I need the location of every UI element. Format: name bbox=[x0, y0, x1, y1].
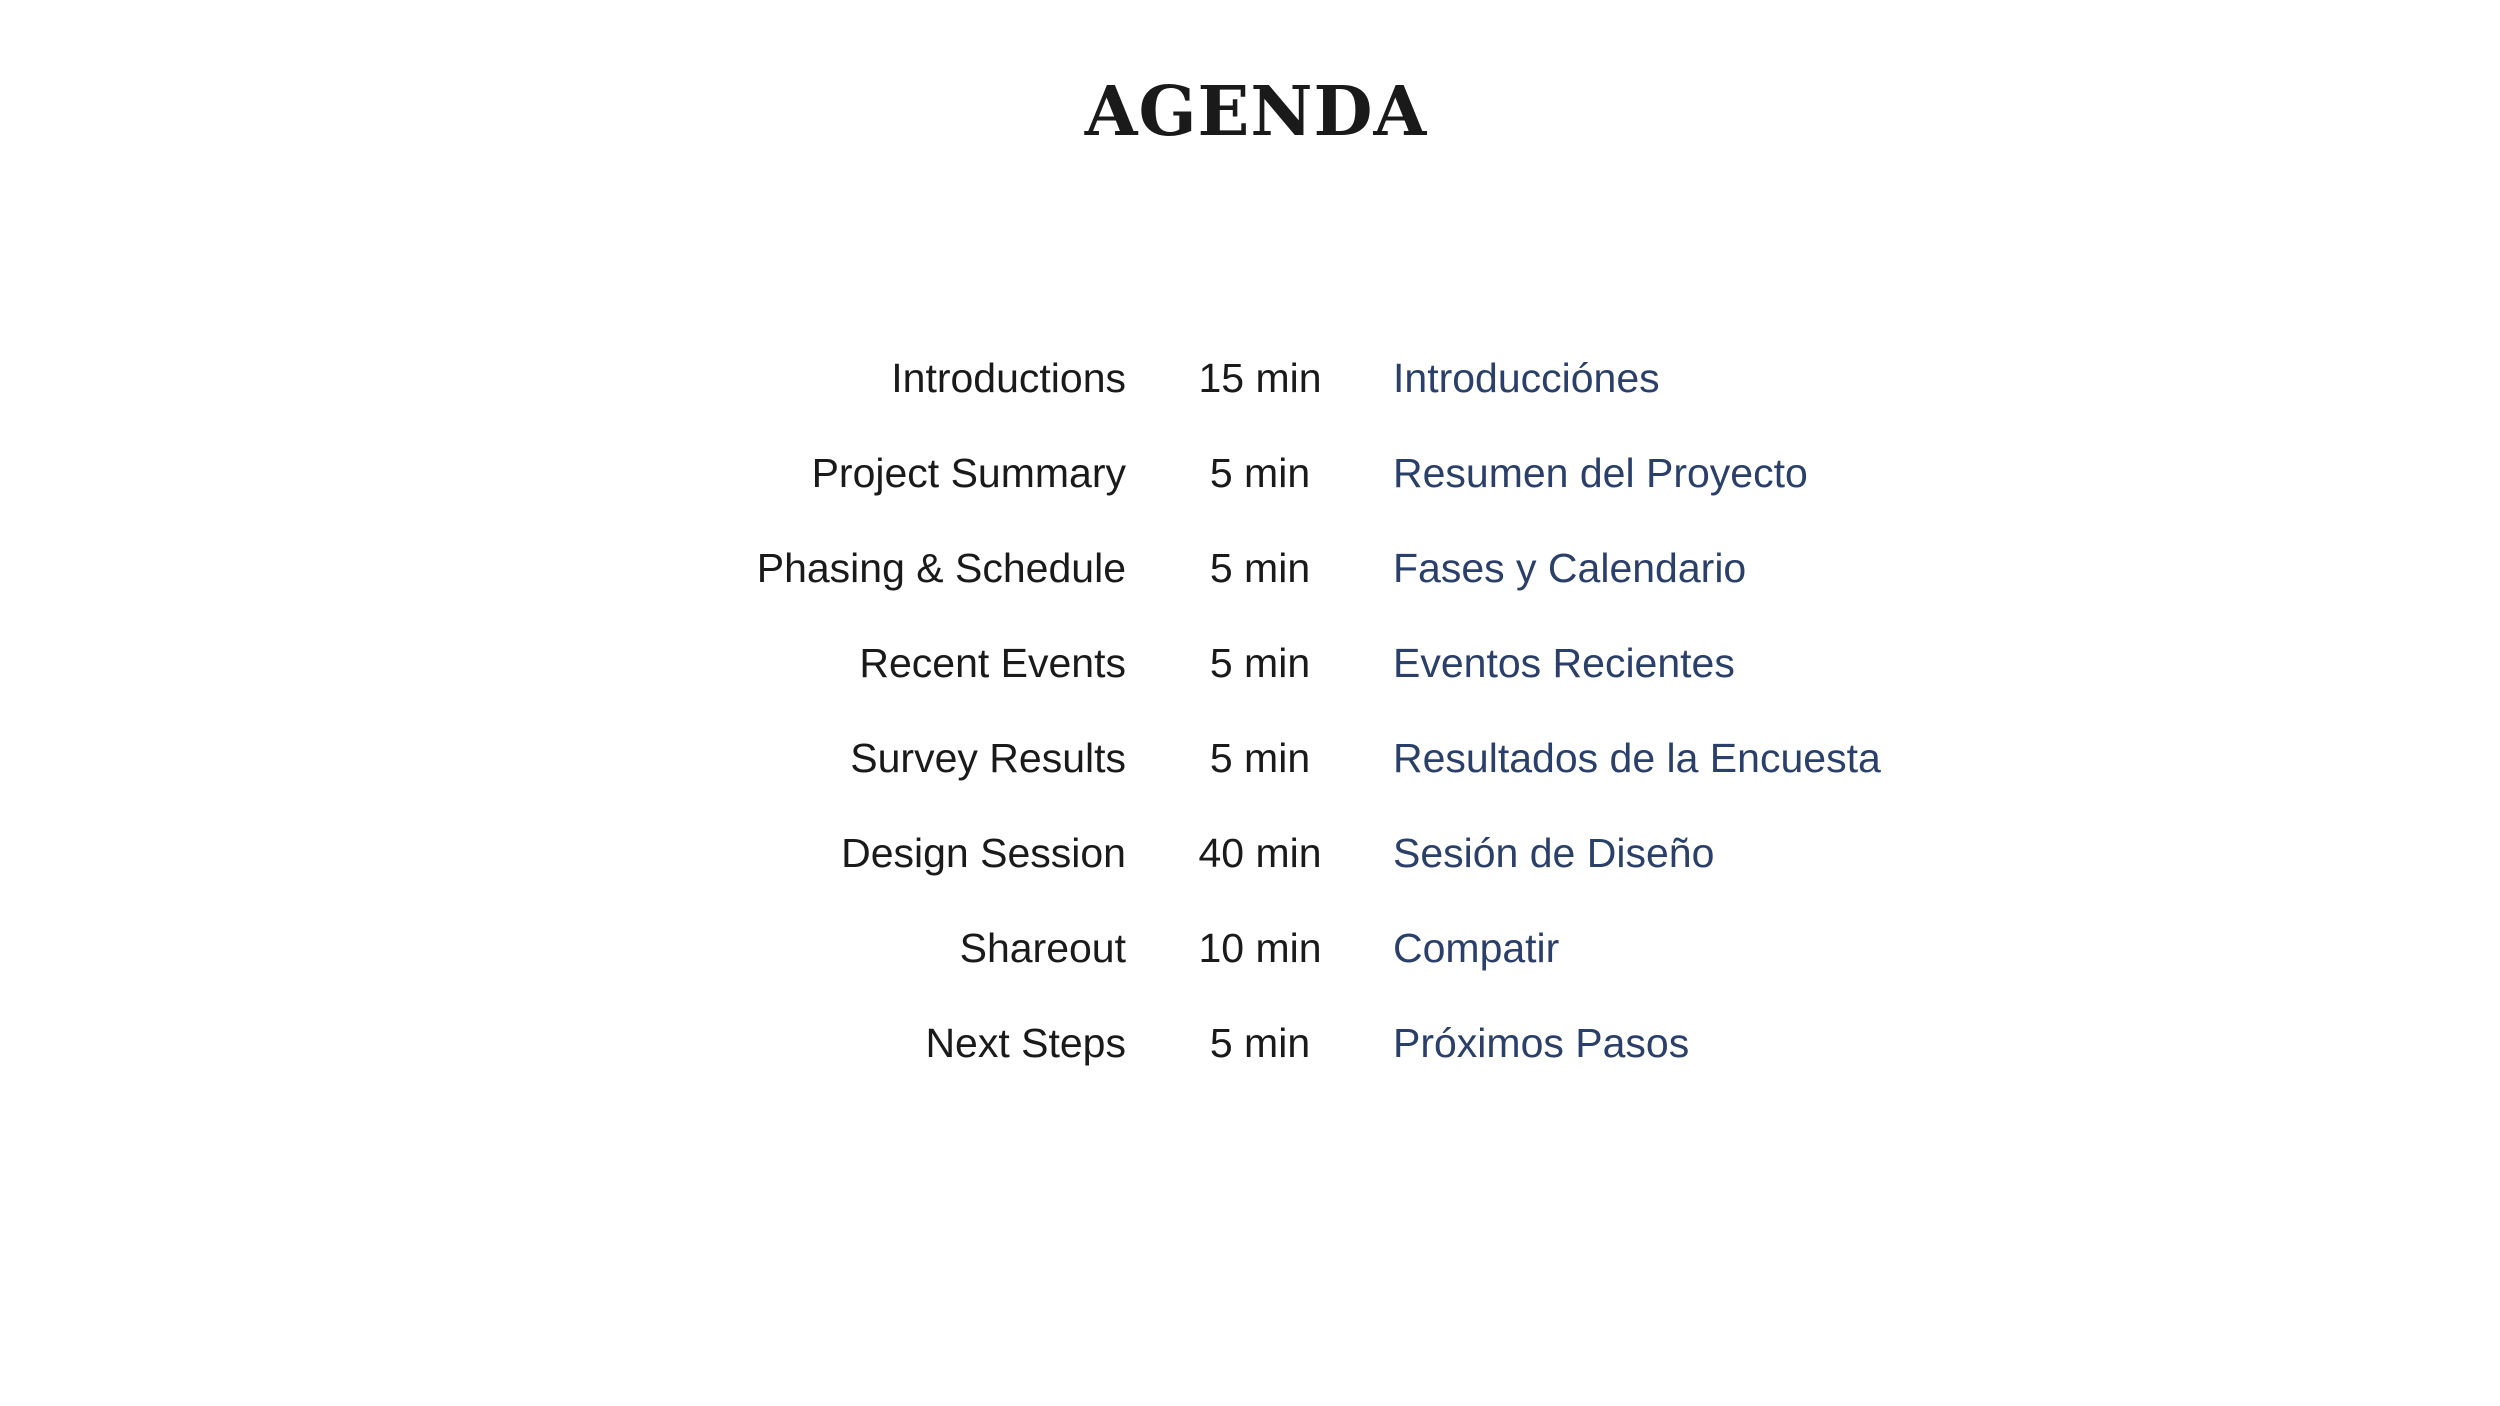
agenda-item-english: Next Steps bbox=[925, 1020, 1126, 1066]
agenda-row bbox=[0, 825, 2500, 920]
agenda-item-duration: 40 min bbox=[1198, 830, 1322, 876]
agenda-item-spanish: Próximos Pasos bbox=[1393, 1020, 1690, 1066]
agenda-item-english: Survey Results bbox=[850, 735, 1126, 781]
agenda-item-spanish: Introducciónes bbox=[1393, 355, 1660, 401]
agenda-item-spanish: Resultados de la Encuesta bbox=[1393, 735, 1881, 781]
agenda-row bbox=[0, 730, 2500, 825]
agenda-item-english: Shareout bbox=[959, 925, 1126, 971]
agenda-list bbox=[0, 350, 2500, 1110]
agenda-row bbox=[0, 635, 2500, 730]
agenda-row bbox=[0, 1015, 2500, 1110]
agenda-item-spanish: Eventos Recientes bbox=[1393, 640, 1735, 686]
agenda-item-english: Design Session bbox=[841, 830, 1126, 876]
agenda-item-english: Introductions bbox=[891, 355, 1126, 401]
agenda-row bbox=[0, 445, 2500, 540]
agenda-item-duration: 5 min bbox=[1209, 640, 1311, 686]
agenda-row bbox=[0, 350, 2500, 445]
agenda-item-spanish: Resumen del Proyecto bbox=[1393, 450, 1808, 496]
agenda-item-duration: 5 min bbox=[1209, 735, 1311, 781]
agenda-item-english: Project Summary bbox=[811, 450, 1126, 496]
agenda-row bbox=[0, 920, 2500, 1015]
agenda-item-duration: 5 min bbox=[1209, 1020, 1311, 1066]
agenda-row bbox=[0, 540, 2500, 635]
agenda-item-duration: 5 min bbox=[1209, 545, 1311, 591]
agenda-item-spanish: Compatir bbox=[1393, 925, 1560, 971]
page-title: AGENDA bbox=[1084, 72, 1428, 152]
agenda-item-duration: 15 min bbox=[1198, 355, 1322, 401]
agenda-item-english: Phasing & Schedule bbox=[756, 545, 1126, 591]
agenda-item-duration: 5 min bbox=[1209, 450, 1311, 496]
agenda-item-spanish: Fases y Calendario bbox=[1393, 545, 1747, 591]
agenda-item-duration: 10 min bbox=[1198, 925, 1322, 971]
agenda-item-spanish: Sesión de Diseño bbox=[1393, 830, 1715, 876]
agenda-item-english: Recent Events bbox=[859, 640, 1126, 686]
